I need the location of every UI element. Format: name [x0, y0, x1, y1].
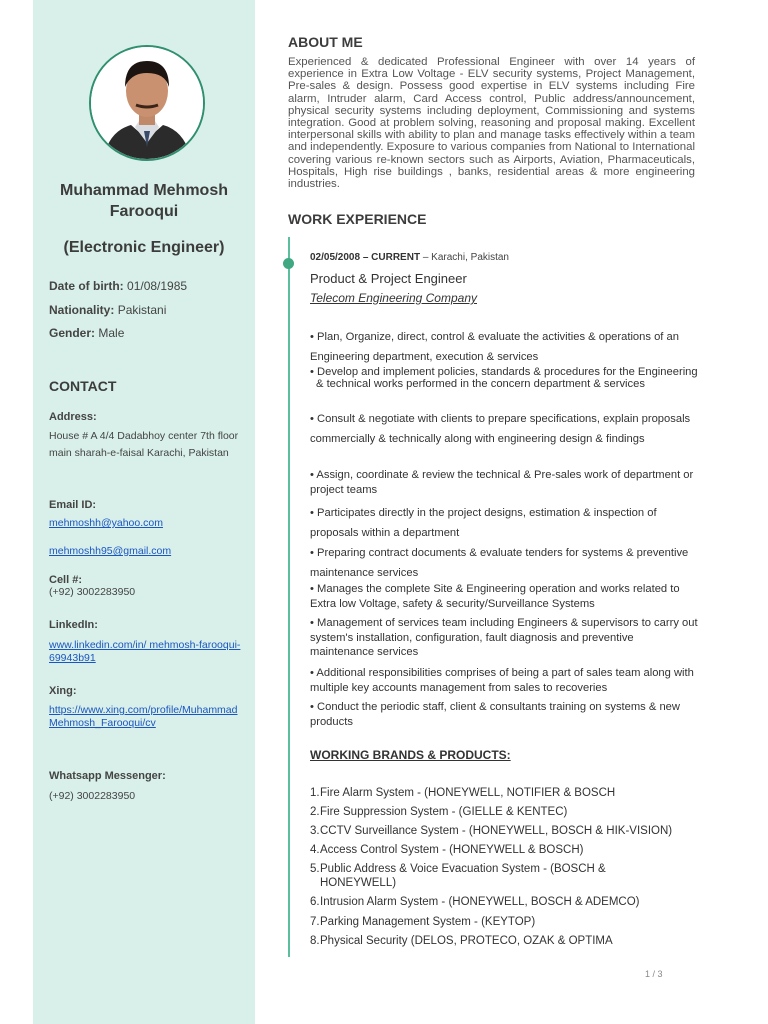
gender-row: [49, 326, 124, 340]
brand-text: CCTV Surveillance System - (HONEYWELL, BOSCH & HIK-VISION): [320, 825, 673, 837]
job-bullet: • Management of services team including Engineers & supervisors to carry out system's installation, configuration, fault diagnosis and preventive maintenance services: [310, 617, 698, 658]
job-location: – Karachi, Pakistan: [420, 252, 509, 263]
brand-item: [310, 805, 700, 819]
job-bullet: • Conduct the periodic staff, client & consultants training on systems & new products: [310, 701, 680, 728]
cell-label: Cell #:: [49, 574, 83, 586]
job-date-range: 02/05/2008 – CURRENT: [310, 252, 421, 263]
job-bullet: • Additional responsibilities comprises of being a part of sales team along with multiple key accounts management from sales to recoveries: [310, 667, 694, 694]
address-label: Address:: [49, 411, 97, 423]
brand-number: 6.: [310, 896, 320, 908]
brand-number: 8.: [310, 935, 320, 947]
gender-value: Male: [98, 326, 125, 340]
profile-photo-image: [91, 47, 203, 159]
about-heading: ABOUT ME: [288, 34, 363, 50]
job-date: [310, 252, 509, 263]
brand-number: 4.: [310, 844, 320, 856]
gender-label: Gender:: [49, 326, 96, 340]
whatsapp-label: Whatsapp Messenger:: [49, 770, 166, 782]
linkedin-link[interactable]: www.linkedin.com/in/ mehmosh-farooqui-69943b91: [49, 639, 241, 664]
xing-link[interactable]: https://www.xing.com/profile/Muhammad Mehmosh_Farooqui/cv: [49, 704, 238, 729]
brand-number: 3.: [310, 825, 320, 837]
brand-number: 5.: [310, 863, 320, 875]
brand-number: 7.: [310, 916, 320, 928]
brand-item: [310, 786, 700, 800]
job-bullet: • Assign, coordinate & review the technical & Pre-sales work of department or project teams: [310, 469, 694, 496]
brand-item: [310, 862, 630, 890]
brand-number: 2.: [310, 806, 320, 818]
brand-number: 1.: [310, 787, 320, 799]
timeline-line: [288, 237, 290, 957]
about-text: Experienced & dedicated Professional Engineer with over 14 years of experience in Extra Low Voltage - ELV security systems, Project Management, Pre-sales & design. Possess good expertise in ELV systems including Fire alarm, Intruder alarm, Card Access control, Public address/announcement, physical security systems including deployment, Commissioning and systems integration. Good at problem solving, reasoning and proposal making. Excellent interpersonal skills with ability to plan and manage tasks effectively within a team and independently. Exposure to various companies from National to International covering various re-known sectors such as Airports, Aviation, Pharmaceuticals, Hospitals, High rise buildings , banks, residential areas & more engineering industries.: [288, 56, 695, 191]
timeline-dot: [283, 258, 294, 269]
brand-text: Physical Security (DELOS, PROTECO, OZAK & OPTIMA: [320, 935, 613, 947]
page-number: 1 / 3: [645, 969, 663, 979]
brands-heading: WORKING BRANDS & PRODUCTS:: [310, 748, 511, 762]
job-bullet: • Manages the complete Site & Engineering operation and works related to Extra low Voltage, safety & security/Surveillance Systems: [310, 583, 680, 610]
email-label: Email ID:: [49, 499, 97, 511]
job-bullet: • Develop and implement policies, standards & procedures for the Engineering & technical works performed in the concern department & services: [310, 366, 698, 390]
job-bullet: • Participates directly in the project designs, estimation & inspection of proposals within a department: [310, 507, 657, 539]
contact-heading: CONTACT: [49, 378, 117, 394]
brand-item: [310, 934, 700, 948]
dob-label: Date of birth:: [49, 279, 124, 293]
brand-text: Public Address & Voice Evacuation System - (BOSCH & HONEYWELL): [320, 863, 606, 889]
brand-text: Access Control System - (HONEYWELL & BOSCH): [320, 844, 584, 856]
brand-text: Parking Management System - (KEYTOP): [320, 916, 536, 928]
job-bullet: • Plan, Organize, direct, control & evaluate the activities & operations of an Engineering department, execution & services: [310, 331, 679, 363]
dob-value: 01/08/1985: [127, 279, 188, 293]
brand-text: Intrusion Alarm System - (HONEYWELL, BOSCH & ADEMCO): [320, 896, 640, 908]
email-link-2[interactable]: mehmoshh95@gmail.com: [49, 545, 172, 557]
brand-item: [310, 824, 700, 838]
nationality-value: Pakistani: [117, 303, 167, 317]
work-heading: WORK EXPERIENCE: [288, 211, 427, 227]
nationality-row: [49, 303, 166, 317]
brand-text: Fire Alarm System - (HONEYWELL, NOTIFIER & BOSCH: [320, 787, 616, 799]
linkedin-label: LinkedIn:: [49, 619, 98, 631]
brand-item: [310, 843, 700, 857]
job-bullet: • Preparing contract documents & evaluate tenders for systems & preventive maintenance services: [310, 547, 689, 579]
whatsapp-value: (+92) 3002283950: [49, 790, 136, 802]
nationality-label: Nationality:: [49, 303, 115, 317]
profile-photo: [89, 45, 205, 161]
cell-value: (+92) 3002283950: [49, 586, 136, 598]
dob-row: [49, 279, 187, 293]
profile-role: (Electronic Engineer): [63, 239, 225, 256]
profile-name: Muhammad Mehmosh Farooqui: [59, 182, 228, 220]
brand-text: Fire Suppression System - (GIELLE & KENTEC): [320, 806, 568, 818]
address-value: House # A 4/4 Dadabhoy center 7th floor main sharah-e-faisal Karachi, Pakistan: [49, 430, 239, 459]
job-bullet: • Consult & negotiate with clients to prepare specifications, explain proposals commercially & technically along with engineering design & findings: [310, 413, 691, 445]
xing-label: Xing:: [49, 685, 77, 697]
job-company: Telecom Engineering Company: [310, 291, 477, 305]
job-title: Product & Project Engineer: [310, 271, 467, 286]
brand-item: [310, 915, 700, 929]
email-link-1[interactable]: mehmoshh@yahoo.com: [49, 517, 163, 529]
brand-item: [310, 895, 700, 909]
